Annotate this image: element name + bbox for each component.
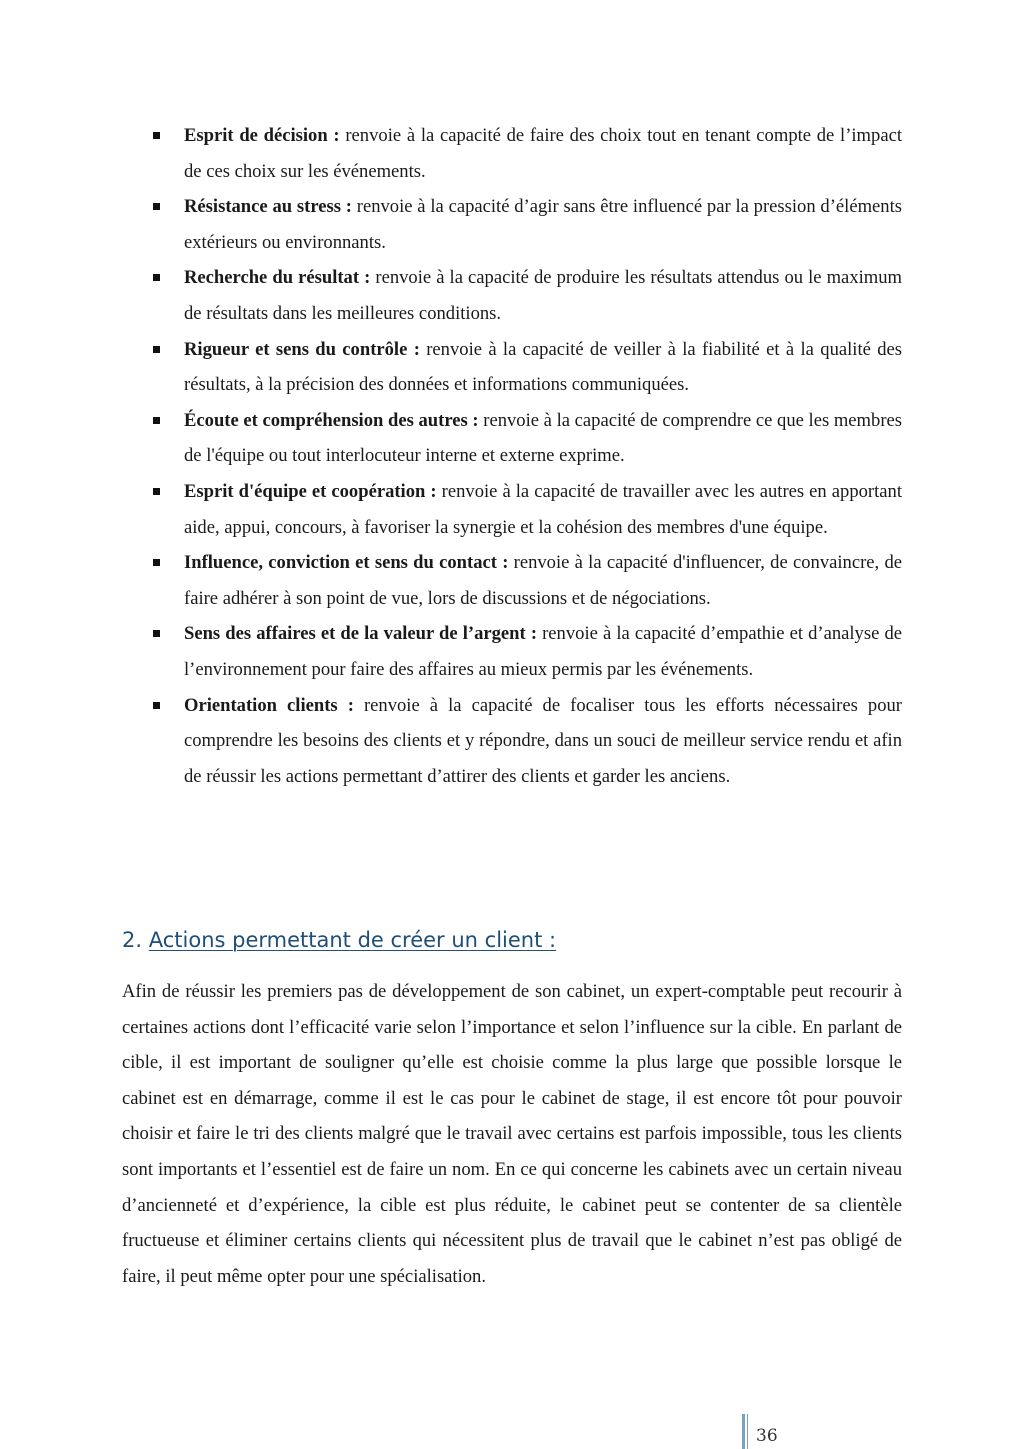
criteria-description: renvoie à la capacité de focaliser tous les efforts nécessaires pour comprendre les besoins des clients et y répondre, dans un souci de meilleur service rendu et afin de réussir les actions permettant d’attirer des clients et garder les anciens. (184, 694, 902, 787)
criteria-description: renvoie à la capacité de faire des choix tout en tenant compte de l’impact de ces choix sur les événements. (184, 125, 902, 182)
criteria-description: renvoie à la capacité de comprendre ce que les membres de l'équipe ou tout interlocuteur interne et externe exprime. (184, 409, 902, 467)
square-bullet-icon (153, 346, 160, 353)
criteria-term: Influence, conviction et sens du contact : (184, 552, 509, 574)
criteria-description: renvoie à la capacité de veiller à la fiabilité et à la qualité des résultats, à la précision des données et informations communiquées. (184, 338, 902, 396)
criteria-item (122, 332, 902, 403)
section-number: 2. (122, 928, 143, 952)
square-bullet-icon (153, 702, 160, 709)
criteria-item (122, 260, 902, 331)
criteria-term: Orientation clients : (184, 694, 354, 716)
square-bullet-icon (153, 630, 160, 637)
criteria-item (122, 474, 902, 545)
square-bullet-icon (153, 274, 160, 281)
square-bullet-icon (153, 417, 160, 424)
criteria-term: Sens des affaires et de la valeur de l’argent : (184, 623, 538, 645)
square-bullet-icon (153, 559, 160, 566)
criteria-item (122, 189, 902, 260)
page-number: 36 (756, 1426, 778, 1446)
criteria-term: Esprit d'équipe et coopération : (184, 480, 437, 502)
criteria-term: Écoute et compréhension des autres : (184, 409, 479, 431)
section-title: Actions permettant de créer un client : (148, 928, 557, 952)
criteria-list (122, 118, 902, 794)
section-heading (122, 925, 556, 955)
criteria-item (122, 403, 902, 474)
criteria-term: Résistance au stress : (184, 196, 352, 218)
criteria-term: Recherche du résultat : (184, 267, 371, 289)
criteria-term: Rigueur et sens du contrôle : (184, 338, 420, 360)
criteria-description: renvoie à la capacité d’agir sans être influencé par la pression d’éléments extérieurs ou environnants. (184, 196, 903, 253)
footer-rule (742, 1414, 745, 1449)
criteria-description: renvoie à la capacité d'influencer, de convaincre, de faire adhérer à son point de vue, lors de discussions et de négociations. (184, 552, 902, 609)
criteria-description: renvoie à la capacité de produire les résultats attendus ou le maximum de résultats dans les meilleures conditions. (184, 267, 902, 324)
criteria-item (122, 118, 902, 189)
criteria-item (122, 545, 902, 616)
criteria-item (122, 688, 902, 795)
square-bullet-icon (153, 488, 160, 495)
criteria-description: renvoie à la capacité d’empathie et d’analyse de l’environnement pour faire des affaires au mieux permis par les événements. (184, 623, 902, 680)
footer-rule-secondary (747, 1414, 748, 1449)
criteria-item (122, 616, 902, 687)
square-bullet-icon (153, 203, 160, 210)
square-bullet-icon (153, 132, 160, 139)
criteria-description: renvoie à la capacité de travailler avec les autres en apportant aide, appui, concours, à favoriser la synergie et la cohésion des membres d'une équipe. (184, 480, 902, 538)
body-paragraph: Afin de réussir les premiers pas de développement de son cabinet, un expert-comptable peut recourir à certaines actions dont l’efficacité varie selon l’importance et selon l’influence sur la cible. En parlant de cible, il est important de souligner qu’elle est choisie comme la plus large que possible lorsque le cabinet est en démarrage, comme il est le cas pour le cabinet de stage, il est encore tôt pour pouvoir choisir et faire le tri des clients malgré que le travail avec certains est parfois impossible, tous les clients sont importants et l’essentiel est de faire un nom. En ce qui concerne les cabinets avec un certain niveau d’ancienneté et d’expérience, la cible est plus réduite, le cabinet peut se contenter de sa clientèle fructueuse et éliminer certains clients qui nécessitent plus de travail que le cabinet n’est pas obligé de faire, il peut même opter pour une spécialisation. (122, 981, 902, 1287)
criteria-term: Esprit de décision : (184, 125, 340, 146)
